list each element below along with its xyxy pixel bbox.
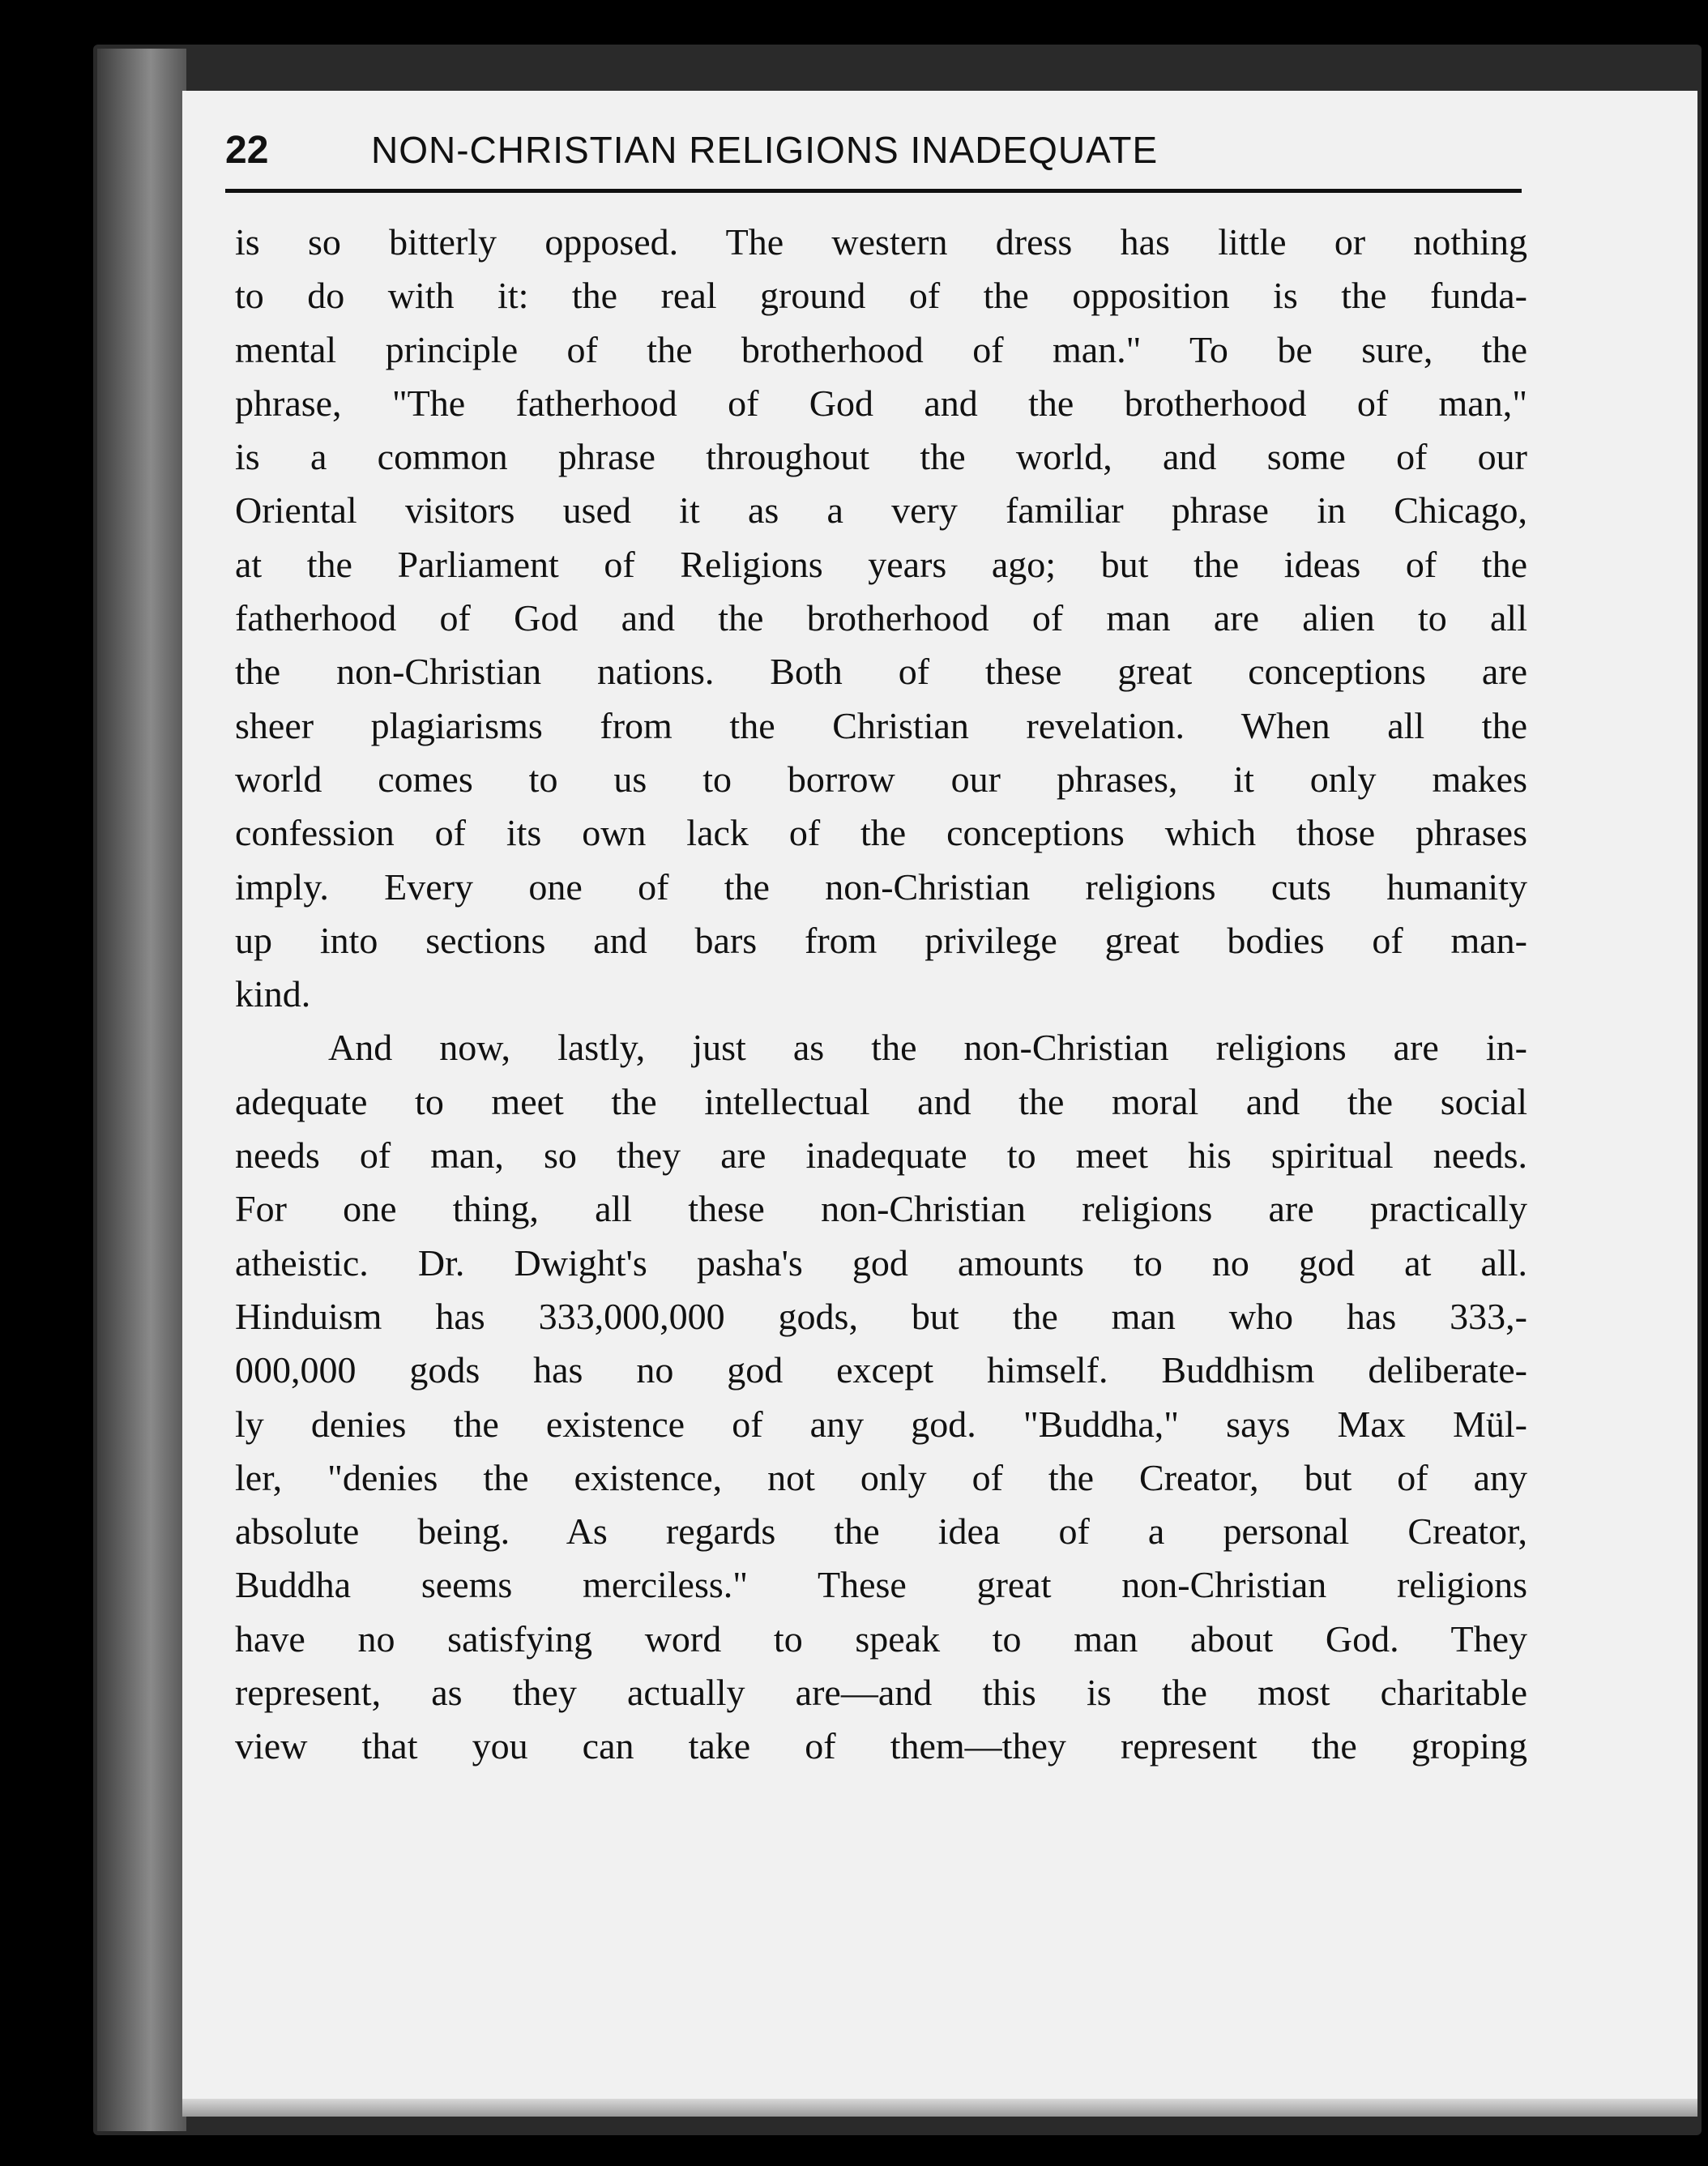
text-line: adequate to meet the intellectual and the moral and the social	[235, 1080, 1527, 1122]
text-line: the non-Christian nations. Both of these great conceptions are	[235, 651, 1527, 693]
page-bottom-edge	[182, 2099, 1697, 2117]
text-line: represent, as they actually are—and this is the most charitable	[235, 1672, 1527, 1714]
text-line: fatherhood of God and the brotherhood of man are alien to all	[235, 597, 1527, 639]
text-line: to do with it: the real ground of the opposition is the funda-	[235, 275, 1527, 317]
text-line: is so bitterly opposed. The western dress has little or nothing	[235, 221, 1527, 263]
text-line: Buddha seems merciless." These great non-Christian religions	[235, 1564, 1527, 1606]
text-line: is a common phrase throughout the world, and some of our	[235, 436, 1527, 478]
text-line: For one thing, all these non-Christian religions are practically	[235, 1188, 1527, 1230]
text-line: kind.	[235, 973, 311, 1015]
text-line: mental principle of the brotherhood of man." To be sure, the	[235, 328, 1527, 370]
text-line: Oriental visitors used it as a very familiar phrase in Chicago,	[235, 489, 1527, 532]
text-line: needs of man, so they are inadequate to meet his spiritual needs.	[235, 1134, 1527, 1177]
text-line: imply. Every one of the non-Christian religions cuts humanity	[235, 865, 1527, 908]
text-line: at the Parliament of Religions years ago; but the ideas of the	[235, 543, 1527, 585]
running-head: NON-CHRISTIAN RELIGIONS INADEQUATE	[371, 129, 1159, 171]
text-line: And now, lastly, just as the non-Christian religions are in-	[328, 1027, 1527, 1069]
text-line: phrase, "The fatherhood of God and the brotherhood of man,"	[235, 382, 1527, 424]
text-line: ler, "denies the existence, not only of the Creator, but of any	[235, 1456, 1527, 1498]
text-line: have no satisfying word to speak to man about God. They	[235, 1617, 1527, 1660]
text-line: ly denies the existence of any god. "Buddha," says Max Mül-	[235, 1403, 1527, 1445]
book-binding	[97, 49, 186, 2131]
text-line: absolute being. As regards the idea of a personal Creator,	[235, 1510, 1527, 1553]
text-line: atheistic. Dr. Dwight's pasha's god amounts to no god at all.	[235, 1241, 1527, 1284]
text-line: up into sections and bars from privilege great bodies of man-	[235, 919, 1527, 961]
body-text	[235, 216, 1527, 1774]
text-line: 000,000 gods has no god except himself. Buddhism deliberate-	[235, 1349, 1527, 1391]
text-line: world comes to us to borrow our phrases, it only makes	[235, 758, 1527, 800]
text-line: view that you can take of them—they represent the groping	[235, 1725, 1527, 1767]
text-line: Hinduism has 333,000,000 gods, but the man who has 333,-	[235, 1295, 1527, 1337]
page-header	[225, 131, 1522, 193]
text-line: sheer plagiarisms from the Christian revelation. When all the	[235, 704, 1527, 746]
page-number: 22	[225, 129, 269, 172]
text-line: confession of its own lack of the conceptions which those phrases	[235, 812, 1527, 854]
